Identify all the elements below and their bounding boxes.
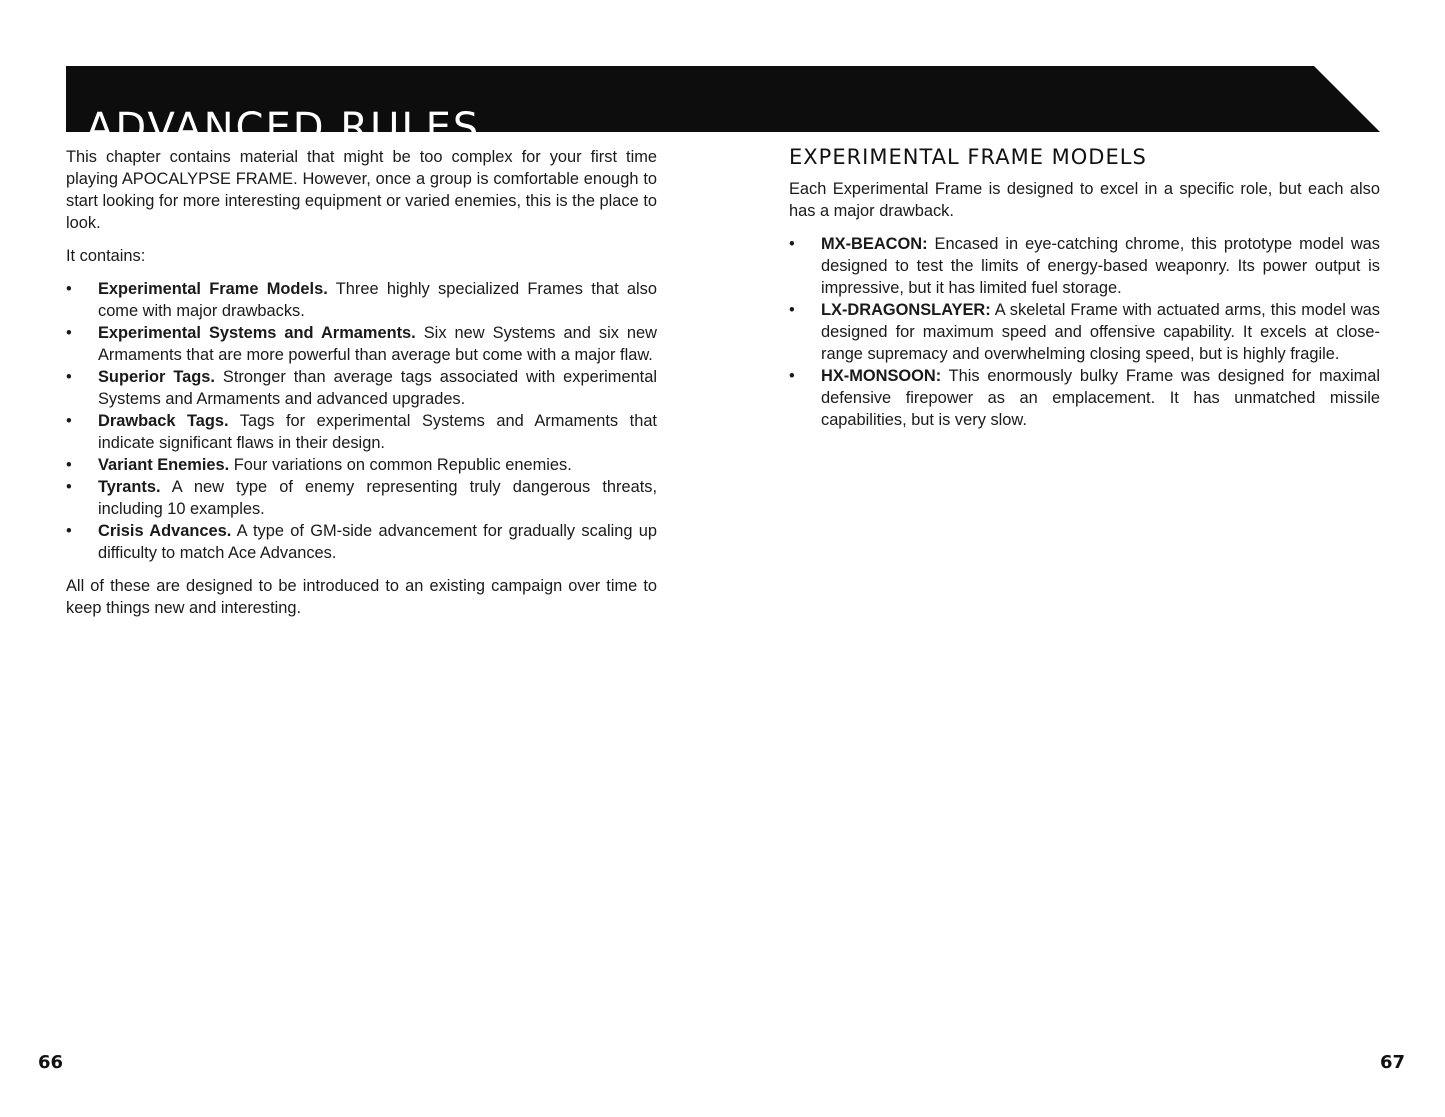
- section-intro: Each Experimental Frame is designed to excel in a specific role, but each also has a major drawback.: [789, 180, 1380, 220]
- bullet: •: [66, 324, 72, 342]
- item-term: Variant Enemies.: [98, 456, 230, 474]
- item-term: Drawback Tags.: [98, 412, 229, 430]
- item-text: Encased in eye-catching chrome, this prototype model was designed to test the limits of energy-based weaponry. Its power output is impressive, but it has limited fuel storage.: [821, 235, 1380, 297]
- bullet: •: [66, 412, 72, 430]
- item-text: Three highly specialized Frames that also come with major drawbacks.: [98, 280, 657, 320]
- item-term: MX-BEACON:: [821, 235, 928, 253]
- right-column: [789, 146, 1380, 442]
- bullet: •: [66, 456, 72, 474]
- list-item: [789, 365, 1380, 431]
- item-term: Experimental Systems and Armaments.: [98, 324, 416, 342]
- contents-list: [66, 278, 657, 564]
- bullet: •: [66, 478, 72, 496]
- page-number-left: 66: [38, 1052, 64, 1073]
- bullet: •: [66, 280, 72, 298]
- list-item: [66, 366, 657, 410]
- section-heading: EXPERIMENTAL FRAME MODELS: [789, 145, 1147, 169]
- bullet: •: [66, 368, 72, 386]
- page-number-right: 67: [1379, 1052, 1405, 1073]
- list-item: [66, 322, 657, 366]
- list-item: [789, 299, 1380, 365]
- item-term: Experimental Frame Models.: [98, 280, 328, 298]
- list-item: [66, 520, 657, 564]
- item-term: Crisis Advances.: [98, 522, 232, 540]
- item-term: LX-DRAGONSLAYER:: [821, 301, 991, 319]
- item-text: A new type of enemy representing truly dangerous threats, including 10 examples.: [98, 478, 657, 518]
- list-item: [789, 233, 1380, 299]
- item-term: Superior Tags.: [98, 368, 215, 386]
- list-item: [66, 410, 657, 454]
- chapter-title: ADVANCED RULES: [86, 104, 481, 151]
- item-text: A skeletal Frame with actuated arms, this model was designed for maximum speed and offensive capability. It excels at close-range supremacy and overwhelming closing speed, but is highly fragile.: [821, 301, 1380, 363]
- item-text: Stronger than average tags associated with experimental Systems and Armaments and advanced upgrades.: [98, 368, 657, 408]
- intro-paragraph: This chapter contains material that might be too complex for your first time playing APOCALYPSE FRAME. However, once a group is comfortable enough to start looking for more interesting equipment or varied enemies, this is the place to look.: [66, 148, 657, 232]
- item-text: Four variations on common Republic enemies.: [229, 456, 572, 474]
- chapter-banner: [66, 66, 1380, 151]
- bullet: •: [66, 522, 72, 540]
- item-text: This enormously bulky Frame was designed for maximal defensive firepower as an emplacement. It has unmatched missile capabilities, but is very slow.: [821, 367, 1380, 429]
- bullet: •: [789, 367, 795, 385]
- item-text: Six new Systems and six new Armaments that are more powerful than average but come with a major flaw.: [98, 324, 658, 364]
- bullet: •: [789, 301, 795, 319]
- item-term: Tyrants.: [98, 478, 161, 496]
- list-item: [66, 278, 657, 322]
- frame-models-list: [789, 233, 1380, 431]
- left-column: [66, 146, 657, 630]
- bullet: •: [789, 235, 795, 253]
- item-text: A type of GM-side advancement for gradually scaling up difficulty to match Ace Advances.: [98, 522, 657, 562]
- item-term: HX-MONSOON:: [821, 367, 942, 385]
- list-item: [66, 476, 657, 520]
- item-text: Tags for experimental Systems and Armaments that indicate significant flaws in their design.: [98, 412, 657, 452]
- outro-paragraph: All of these are designed to be introduced to an existing campaign over time to keep things new and interesting.: [66, 577, 657, 617]
- list-item: [66, 454, 657, 476]
- contains-label: It contains:: [66, 247, 146, 265]
